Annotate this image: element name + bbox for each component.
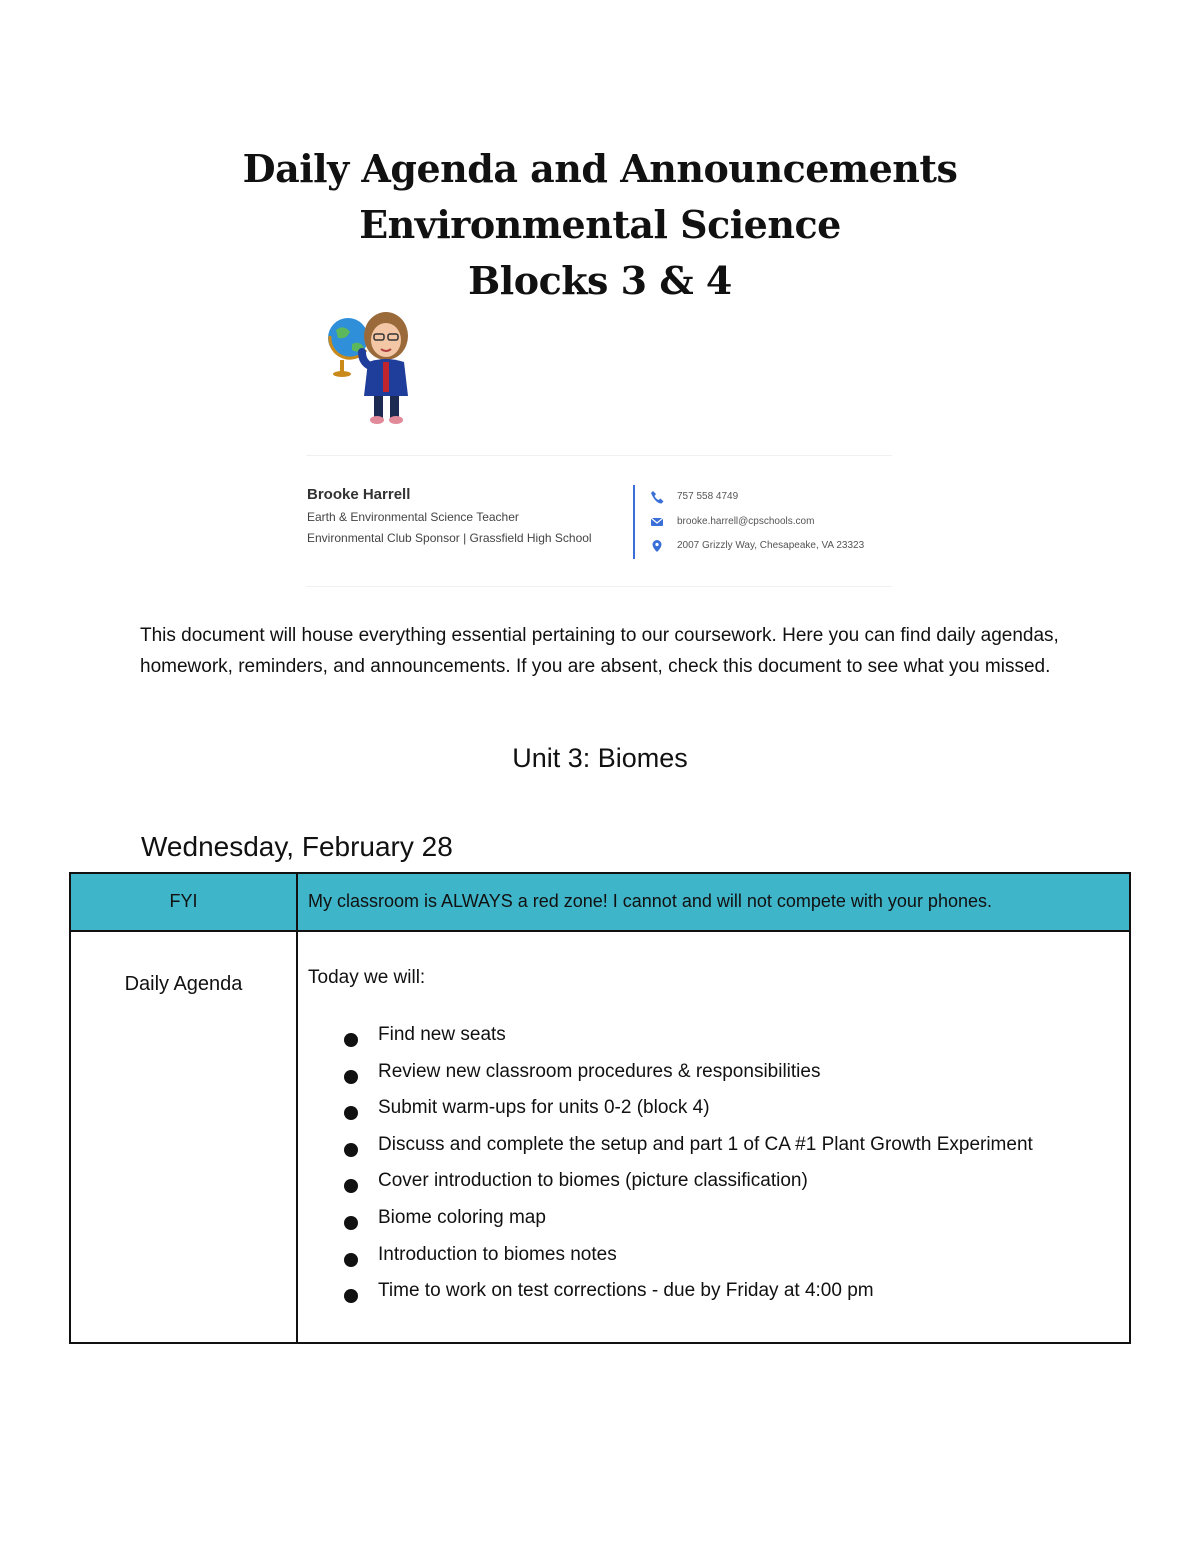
signature-club-school: Environmental Club Sponsor | Grassfield High School [307, 531, 592, 545]
email-icon [650, 515, 664, 529]
list-item: Biome coloring map [341, 1207, 1033, 1244]
signature-name: Brooke Harrell [307, 486, 411, 503]
agenda-list [341, 1024, 1033, 1317]
fyi-row [71, 874, 1129, 932]
fyi-text: My classroom is ALWAYS a red zone! I cannot and will not compete with your phones. [308, 891, 992, 911]
list-item: Review new classroom procedures & responsibilities [341, 1061, 1033, 1098]
document-title: Daily Agenda and Announcements [242, 146, 958, 191]
email-signature [306, 455, 892, 587]
agenda-intro: Today we will: [308, 967, 426, 988]
blocks-title: Blocks 3 & 4 [468, 258, 732, 303]
date-heading: Wednesday, February 28 [141, 831, 453, 862]
list-item: Time to work on test corrections - due by Friday at 4:00 pm [341, 1280, 1033, 1317]
column-divider [296, 874, 298, 1342]
daily-agenda-label: Daily Agenda [124, 973, 243, 995]
list-item: Discuss and complete the setup and part 1 of CA #1 Plant Growth Experiment [341, 1134, 1033, 1171]
list-item: Find new seats [341, 1024, 1033, 1061]
signature-divider [633, 485, 635, 559]
signature-address-text: 2007 Grizzly Way, Chesapeake, VA 23323 [677, 540, 865, 551]
teacher-avatar-with-globe [326, 310, 416, 426]
location-pin-icon [650, 539, 664, 553]
fyi-label: FYI [169, 891, 198, 911]
list-item: Submit warm-ups for units 0-2 (block 4) [341, 1097, 1033, 1134]
agenda-table [69, 872, 1131, 1344]
signature-phone-text: 757 558 4749 [677, 491, 739, 502]
course-title: Environmental Science [359, 202, 841, 247]
unit-heading: Unit 3: Biomes [512, 743, 688, 773]
list-item: Introduction to biomes notes [341, 1244, 1033, 1281]
phone-icon [650, 490, 664, 504]
list-item: Cover introduction to biomes (picture classification) [341, 1170, 1033, 1207]
intro-paragraph: This document will house everything essential pertaining to our coursework. Here you can find daily agendas, homework, reminders, and announcements. If you are absent, check this document to see what you missed. [140, 625, 1059, 677]
signature-role: Earth & Environmental Science Teacher [307, 510, 519, 524]
signature-email-text: brooke.harrell@cpschools.com [677, 516, 815, 527]
